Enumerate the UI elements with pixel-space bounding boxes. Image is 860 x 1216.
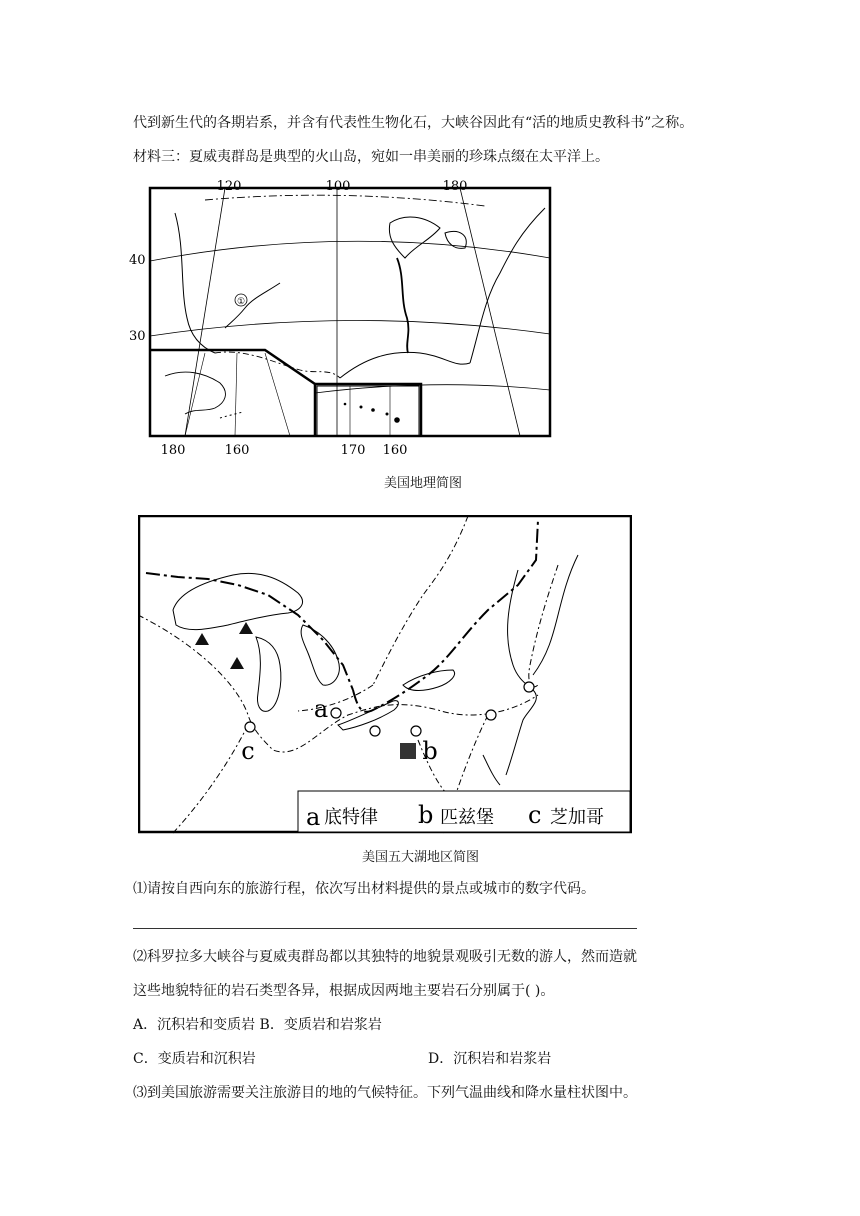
lon-label-120: 120 <box>216 179 242 194</box>
option-c: C．变质岩和沉积岩 <box>133 1051 256 1067</box>
legend-c-name: 芝加哥 <box>550 807 604 828</box>
options-a-b: A．沉积岩和变质岩 B．变质岩和岩浆岩 <box>133 1017 382 1033</box>
lon-label-180-bottom: 180 <box>160 443 186 458</box>
question-1: ⑴请按自西向东的旅游行程，依次写出材料提供的景点或城市的数字代码。 <box>133 881 595 897</box>
option-d: D．沉积岩和岩浆岩 <box>428 1051 552 1067</box>
us-geography-map <box>125 178 565 458</box>
lon-label-100: 100 <box>325 179 351 194</box>
text-line-1: 代到新生代的各期岩系，并含有代表性生物化石，大峡谷因此有“活的地质史教科书”之称。 <box>133 115 694 131</box>
map1-caption: 美国地理简图 <box>384 476 463 491</box>
point-label-c: c <box>241 737 255 765</box>
great-lakes-map <box>138 515 632 835</box>
lon-label-160-alaska: 160 <box>224 443 250 458</box>
question-3: ⑶到美国旅游需要关注旅游目的地的气候特征。下列气温曲线和降水量柱状图中。 <box>133 1085 637 1101</box>
legend-a-letter: a <box>306 803 321 831</box>
question-2-line-1: ⑵科罗拉多大峡谷与夏威夷群岛都以其独特的地貌景观吸引无数的游人，然而造就 <box>133 949 637 965</box>
point-label-b: b <box>422 737 438 765</box>
answer-line[interactable] <box>133 928 637 929</box>
legend-b-name: 匹兹堡 <box>440 807 494 828</box>
legend-a-name: 底特律 <box>324 807 378 828</box>
legend-c-letter: c <box>528 801 542 829</box>
lon-label-170: 170 <box>340 443 366 458</box>
text-line-2: 材料三：夏威夷群岛是典型的火山岛，宛如一串美丽的珍珠点缀在太平洋上。 <box>133 149 609 165</box>
lat-label-40: 40 <box>129 253 146 268</box>
colorado-canyon-marker: ① <box>236 297 246 307</box>
point-label-a: a <box>313 695 329 723</box>
question-2-line-2: 这些地貌特征的岩石类型各异，根据成因两地主要岩石分别属于( )。 <box>133 983 555 999</box>
lat-label-30: 30 <box>129 329 146 344</box>
map2-caption: 美国五大湖地区简图 <box>362 850 480 865</box>
legend-b-letter: b <box>418 801 434 829</box>
lon-label-160-hawaii: 160 <box>382 443 408 458</box>
lon-label-180-top: 180 <box>442 179 468 194</box>
